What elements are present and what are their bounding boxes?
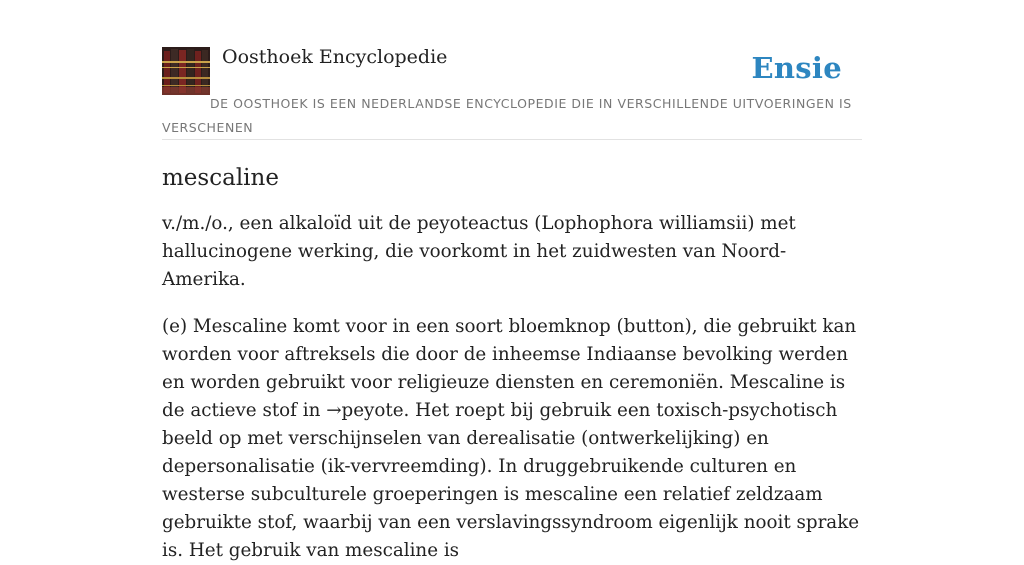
entry-article (162, 160, 862, 565)
source-title[interactable]: Oosthoek Encyclopedie (222, 46, 448, 68)
encyclopedia-books-icon (162, 47, 210, 95)
header-divider (162, 139, 862, 140)
entry-body (162, 313, 862, 565)
source-tagline: DE OOSTHOEK IS EEN NEDERLANDSE ENCYCLOPEDIE DIE IN VERSCHILLENDE UITVOERINGEN IS VERSCHENEN (162, 96, 852, 135)
entry-body-text-continued: . Het roept bij gebruik een toxisch-psychotisch beeld op met verschijnselen van derealisatie (ontwerkelijking) en depersonalisatie (ik-vervreemding). In druggebruikende culturen en westerse subculturele groeperingen is mescaline een relatief zeldzaam gebruikte stof, waarbij van een verslavingssyndroom eigenlijk nooit sprake is. Het gebruik van mescaline is (162, 400, 860, 561)
ensie-logo-link[interactable]: Ensie (751, 51, 842, 85)
entry-definition: v./m./o., een alkaloïd uit de peyoteactus (Lophophora williamsii) met hallucinogene werking, die voorkomt in het zuidwesten van Noord-Amerika. (162, 213, 796, 290)
site-header (162, 44, 862, 140)
entry-title: mescaline (162, 165, 279, 191)
peyote-cross-reference-link[interactable]: →peyote (326, 400, 404, 421)
source-avatar[interactable] (162, 47, 210, 95)
entry-body-text: (e) Mescaline komt voor in een soort bloemknop (button), die gebruikt kan worden voor aftreksels die door de inheemse Indiaanse bevolking werden en worden gebruikt voor religieuze diensten en ceremoniën. Mescaline is de actieve stof in (162, 316, 857, 421)
